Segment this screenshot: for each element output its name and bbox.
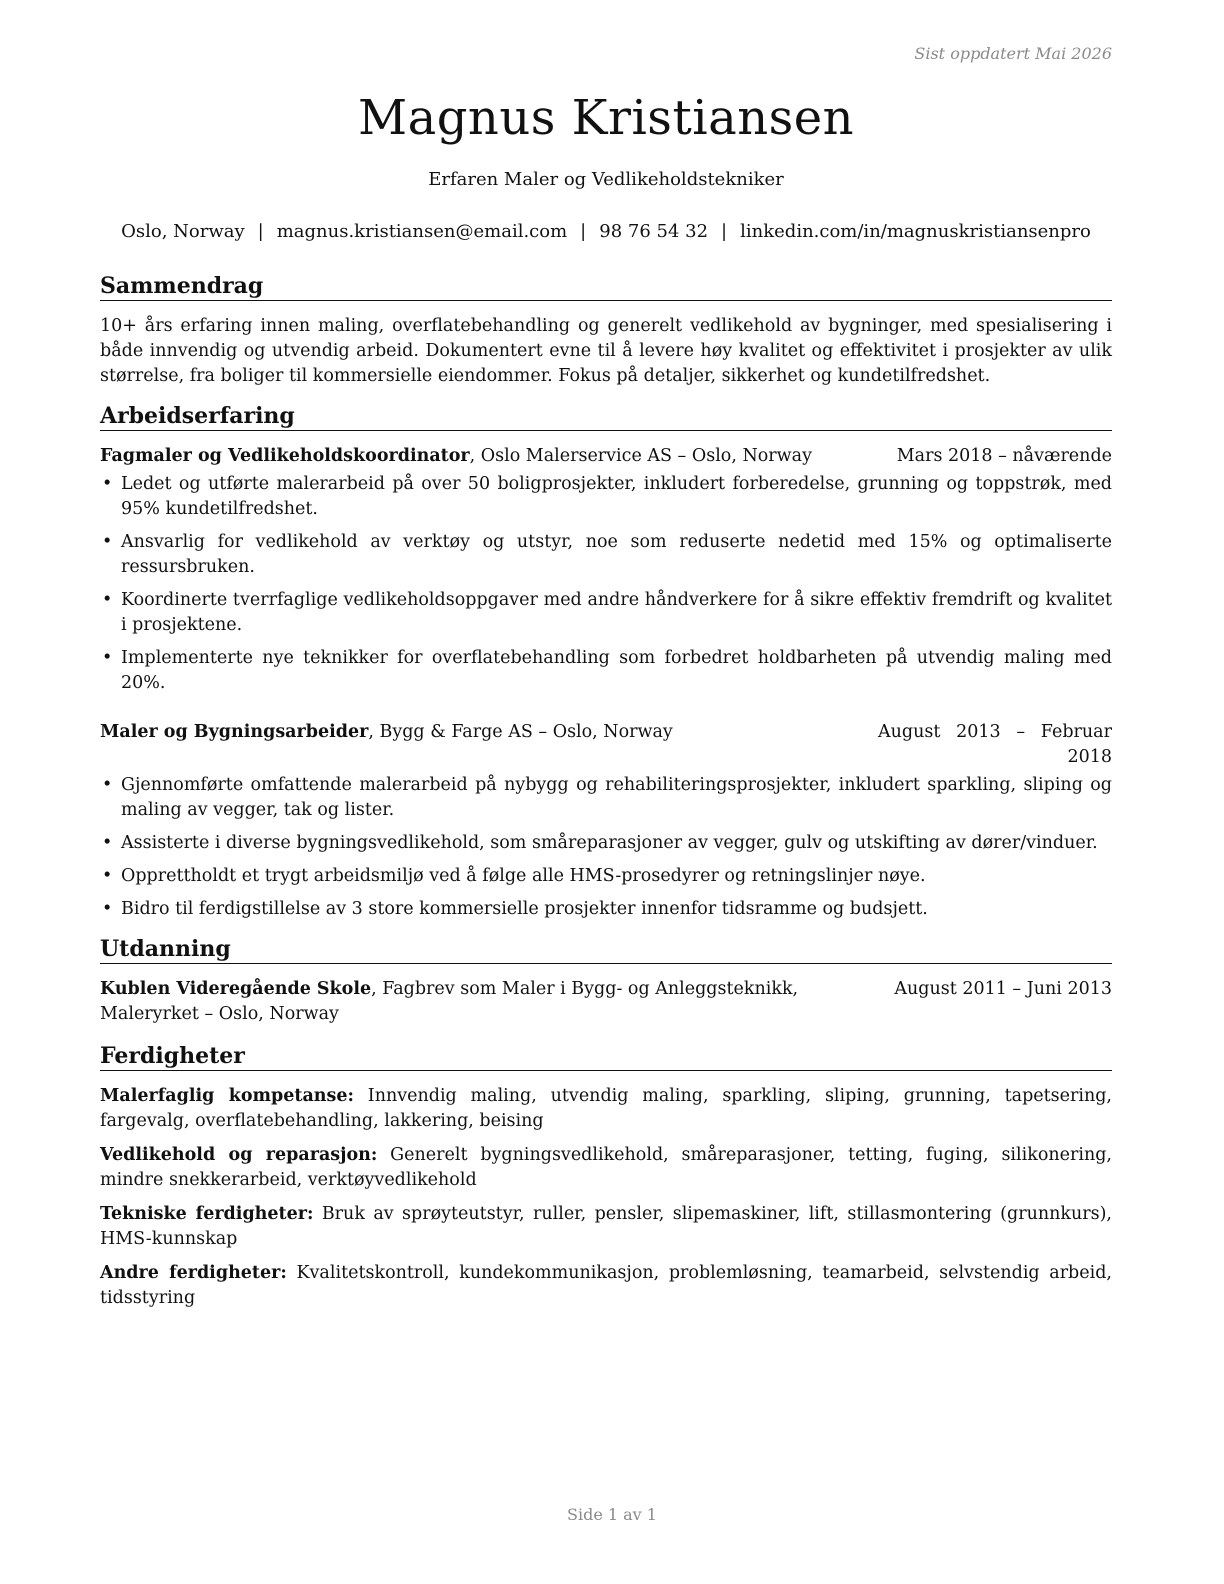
job-role: Fagmaler og Vedlikeholdskoordinator [100,446,470,466]
education-heading: Utdanning [100,936,1112,964]
job-dates: Mars 2018 – nåværende [896,446,1112,466]
education-entry [100,977,1112,1027]
job-dates: August 2013 – Februar 2018 [878,722,1112,767]
contact-email[interactable]: magnus.kristiansen@email.com [276,221,568,242]
page-number: Side 1 av 1 [567,1505,657,1524]
job-bullet: • Ledet og utførte malerarbeid på over 50 boligprosjekter, inkludert forberedelse, grunning og toppstrøk, med 95% kundetilfredshet. [100,472,1112,522]
job-company: , Bygg & Farge AS – Oslo, Norway [368,722,673,742]
skills-heading: Ferdigheter [100,1043,1112,1071]
education-school: Kublen Videregående Skole [100,979,372,999]
summary-heading: Sammendrag [100,273,1112,301]
skill-list: Innvendig maling, utvendig maling, sparkling, sliping, grunning, tapetsering, fargevalg, overflatebehandling, lakkering, beising [100,1086,1112,1131]
candidate-title: Erfaren Maler og Vedlikeholdstekniker [428,169,784,190]
job-header [100,720,1112,770]
job-entry [100,720,1112,922]
skill-group [100,1202,1112,1252]
job-header [100,444,1112,469]
experience-heading: Arbeidserfaring [100,403,1112,431]
skills-section [100,1043,1112,1311]
contact-location: Oslo, Norway [121,221,245,242]
contact-separator: | [580,221,587,242]
skill-label: Tekniske ferdigheter: [100,1204,314,1224]
education-dates: August 2011 – Juni 2013 [894,979,1112,999]
job-bullet: • Koordinerte tverrfaglige vedlikeholdsoppgaver med andre håndverkere for å sikre effektiv fremdrift og kvalitet i prosjektene. [100,588,1112,638]
education-section [100,936,1112,1027]
skill-list: Bruk av sprøyteutstyr, ruller, pensler, slipemaskiner, lift, stillasmontering (grunnkurs), HMS-kunnskap [100,1204,1112,1249]
candidate-name: Magnus Kristiansen [357,90,855,146]
skill-group [100,1084,1112,1134]
contact-separator: | [257,221,264,242]
job-bullet: • Gjennomførte omfattende malerarbeid på nybygg og rehabiliteringsprosjekter, inkludert sparkling, sliping og maling av vegger, tak og lister. [100,773,1112,823]
job-bullet: • Bidro til ferdigstillelse av 3 store kommersielle prosjekter innenfor tidsramme og budsjett. [100,897,1112,922]
skill-group [100,1143,1112,1193]
job-company: , Oslo Malerservice AS – Oslo, Norway [469,446,812,466]
job-entry [100,444,1112,696]
job-bullet: • Ansvarlig for vedlikehold av verktøy og utstyr, noe som reduserte nedetid med 15% og optimaliserte ressursbruken. [100,530,1112,580]
experience-section [100,403,1112,922]
job-bullet: • Implementerte nye teknikker for overflatebehandling som forbedret holdbarheten på utvendig maling med 20%. [100,646,1112,696]
last-updated: Sist oppdatert Mai 2026 [914,44,1112,63]
contact-phone: 98 76 54 32 [599,221,709,242]
job-bullet: • Assisterte i diverse bygningsvedlikehold, som småreparasjoner av vegger, gulv og utskifting av dører/vinduer. [100,831,1112,856]
summary-text: 10+ års erfaring innen maling, overflatebehandling og generelt vedlikehold av bygninger, med spesialisering i både innvendig og utvendig arbeid. Dokumentert evne til å levere høy kvalitet og effektivitet i prosjekter av ulik størrelse, fra boliger til kommersielle eiendommer. Fokus på detaljer, sikkerhet og kundetilfredshet. [100,316,1112,386]
job-bullet: • Opprettholdt et trygt arbeidsmiljø ved å følge alle HMS-prosedyrer og retningslinjer nøye. [100,864,1112,889]
job-role: Maler og Bygningsarbeider [100,722,369,742]
job-bullets [100,773,1112,922]
education-details: , Fagbrev som Maler i Bygg- og Anleggsteknikk, Maleryrket – Oslo, Norway [100,979,799,1024]
skill-group [100,1261,1112,1311]
contact-separator: | [721,221,728,242]
job-bullets [100,472,1112,696]
contact-linkedin[interactable]: linkedin.com/in/magnuskristiansenpro [740,221,1091,242]
contact-line [100,220,1112,244]
skill-label: Malerfaglig kompetanse: [100,1086,354,1106]
skill-label: Andre ferdigheter: [100,1263,287,1283]
skill-list: Kvalitetskontroll, kundekommunikasjon, problemløsning, teamarbeid, selvstendig arbeid, tidsstyring [100,1263,1112,1308]
skill-label: Vedlikehold og reparasjon: [100,1145,378,1165]
skill-list: Generelt bygningsvedlikehold, småreparasjoner, tetting, fuging, silikonering, mindre snekkerarbeid, verktøyvedlikehold [100,1145,1112,1190]
summary-section [100,273,1112,389]
